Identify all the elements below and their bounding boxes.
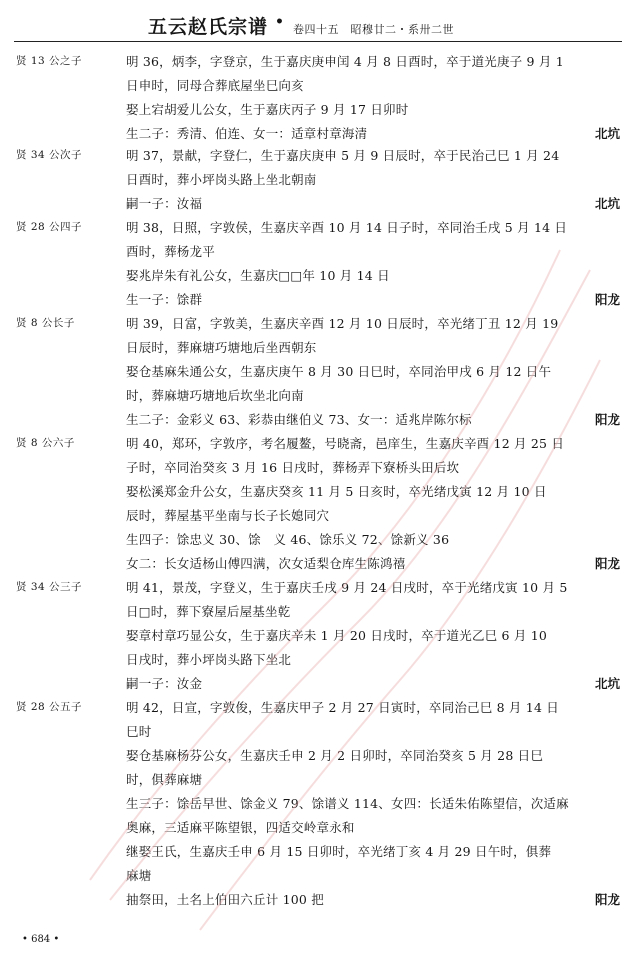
entry-place-name: 阳龙 — [594, 556, 620, 571]
entry-text-line: 时，葬麻塘巧塘地后坎坐北向南 — [126, 388, 304, 403]
entry-text-line: 娶仓基麻朱通公女，生嘉庆庚午 8 月 30 日巳时，卒同治甲戌 6 月 12 日午 — [126, 364, 552, 379]
entry-text-line: 日戌时，葬小坪岗头路下坐北 — [126, 652, 292, 667]
entry-text-line: 生二子：金彩义 63、彩恭由继伯义 73、女一：适兆岸陈尔标 — [126, 412, 472, 427]
genealogy-title: 五云赵氏宗谱 — [148, 16, 269, 38]
title-separator-dot: • — [275, 14, 284, 30]
entry-text-line: 继娶王氏，生嘉庆壬申 6 月 15 日卯时，卒光绪丁亥 4 月 29 日午时，俱葬 — [126, 844, 552, 859]
entry-text-line: 明 42，日宣，字敦俊，生嘉庆甲子 2 月 27 日寅时，卒同治己巳 8 月 14 日 — [126, 700, 559, 715]
entry-text-line: 女二：长女适杨山傅四满，次女适梨仓库生陈鸿禧 — [126, 556, 406, 571]
header-rule — [14, 41, 622, 42]
entry-text-line: 时，俱葬麻塘 — [126, 772, 203, 787]
entry-text-line: 巳时 — [126, 724, 152, 739]
entry-text-line: 娶松溪郑金升公女，生嘉庆癸亥 11 月 5 日亥时，卒光绪戊寅 12 月 10 日 — [126, 484, 547, 499]
entry-text-line: 明 36，炳李，字登京，生于嘉庆庚申闰 4 月 8 日酉时，卒于道光庚子 9 月 1 — [126, 54, 564, 69]
entry-text-line: 明 40，郑环，字敦序，考名履鳌，号晓斋，邑庠生，生嘉庆辛酉 12 月 25 日 — [126, 436, 565, 451]
entry-text-line: 明 39，日富，字敦美，生嘉庆辛酉 12 月 10 日辰时，卒光绪丁丑 12 月 19 — [126, 316, 559, 331]
entry-text-line: 子时，卒同治癸亥 3 月 16 日戌时，葬杨弄下寮桥头田后坎 — [126, 460, 460, 475]
entry-lineage-label: 贤 8 公长子 — [16, 317, 75, 329]
entry-text-line: 娶章村章巧显公女，生于嘉庆辛未 1 月 20 日戌时，卒于道光乙巳 6 月 10 — [126, 628, 548, 643]
volume-subtitle: 卷四十五 昭穆廿二・系卅二世 — [293, 23, 454, 36]
entry-text-line: 日申时，同母合葬底屋坐巳向亥 — [126, 78, 304, 93]
page-header — [0, 10, 635, 40]
entry-text-line: 抽祭田，土名上伯田六丘计 100 把 — [126, 892, 324, 907]
entry-text-line: 娶兆岸朱有礼公女，生嘉庆□□年 10 月 14 日 — [126, 268, 390, 283]
entry-text-line: 日□时，葬下寮屋后屋基坐乾 — [126, 604, 291, 619]
entry-text-line: 生四子：馀忠义 30、馀 义 46、馀乐义 72、馀新义 36 — [126, 532, 450, 547]
entry-lineage-label: 贤 28 公四子 — [16, 221, 83, 233]
entry-text-line: 明 37，景献，字登仁，生于嘉庆庚申 5 月 9 日辰时，卒于民治己巳 1 月 24 — [126, 148, 560, 163]
entry-lineage-label: 贤 34 公三子 — [16, 581, 83, 593]
entry-text-line: 辰时，葬屋基平坐南与长子长媳同穴 — [126, 508, 330, 523]
entry-place-name: 阳龙 — [594, 412, 620, 427]
entry-place-name: 阳龙 — [594, 292, 620, 307]
entry-place-name: 北坑 — [594, 126, 620, 141]
page-number: • 684 • — [22, 934, 60, 945]
entry-text-line: 酉时，葬杨龙平 — [126, 244, 215, 259]
entry-place-name: 阳龙 — [594, 892, 620, 907]
entry-text-line: 生二子：秀清、伯连、女一：适章村章海清 — [126, 126, 368, 141]
entry-text-line: 娶仓基麻杨芬公女，生嘉庆壬申 2 月 2 日卯时，卒同治癸亥 5 月 28 日巳 — [126, 748, 544, 763]
entry-text-line: 嗣一子：汝金 — [126, 676, 203, 691]
entry-place-name: 北坑 — [594, 196, 620, 211]
entry-text-line: 明 41，景茂，字登义，生于嘉庆壬戌 9 月 24 日戌时，卒于光绪戊寅 10 月 5 — [126, 580, 568, 595]
entry-lineage-label: 贤 34 公次子 — [16, 149, 83, 161]
entry-text-line: 嗣一子：汝福 — [126, 196, 203, 211]
entry-place-name: 北坑 — [594, 676, 620, 691]
entry-text-line: 娶上宕胡爱儿公女，生于嘉庆丙子 9 月 17 日卯时 — [126, 102, 409, 117]
entry-text-line: 明 38，日照，字敦侯，生嘉庆辛酉 10 月 14 日子时，卒同治壬戌 5 月 14 日 — [126, 220, 568, 235]
entry-text-line: 日酉时，葬小坪岗头路上坐北朝南 — [126, 172, 317, 187]
entry-lineage-label: 贤 8 公六子 — [16, 437, 75, 449]
entry-text-line: 奥麻，三适麻平陈望银，四适交岭章永和 — [126, 820, 355, 835]
entry-lineage-label: 贤 13 公之子 — [16, 55, 83, 67]
entry-text-line: 麻塘 — [126, 868, 152, 883]
entry-lineage-label: 贤 28 公五子 — [16, 701, 83, 713]
entry-text-line: 生一子：馀群 — [126, 292, 203, 307]
entry-text-line: 生三子：馀岳早世、馀金义 79、馀谱义 114、女四：长适朱佑陈望信，次适麻 — [126, 796, 569, 811]
entry-text-line: 日辰时，葬麻塘巧塘地后坐西朝东 — [126, 340, 317, 355]
